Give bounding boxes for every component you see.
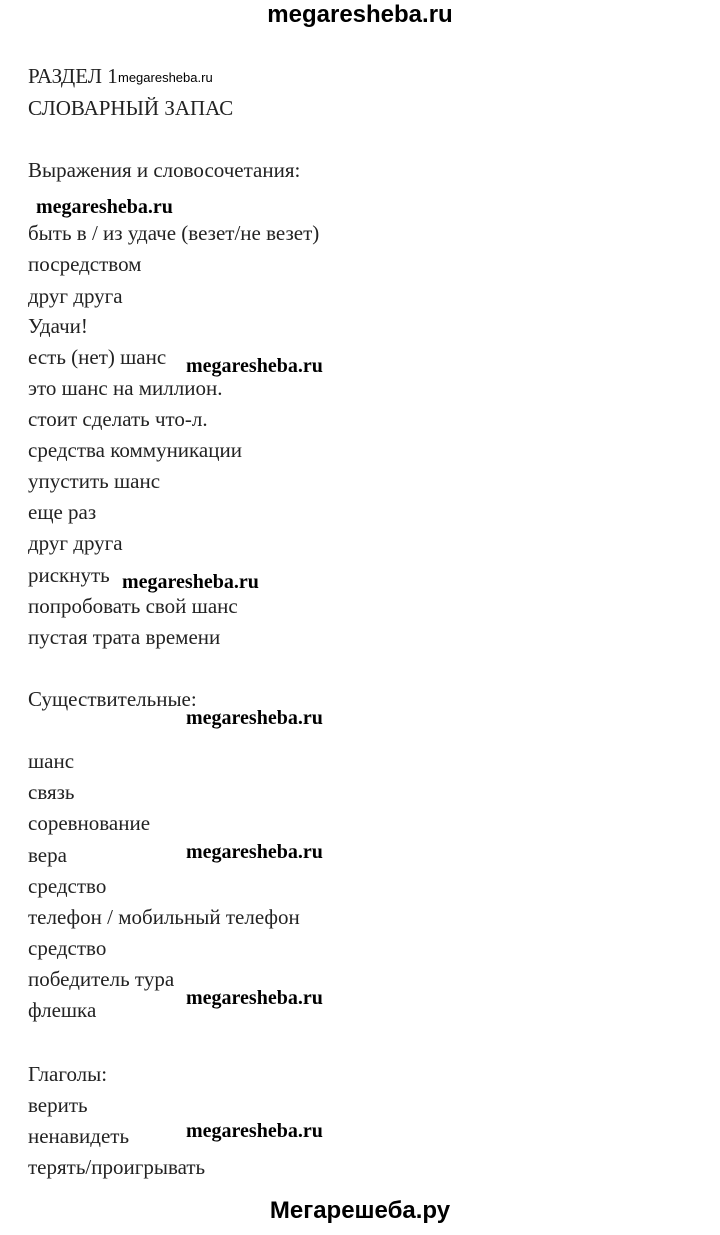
list-item: это шанс на миллион.: [28, 376, 223, 400]
list-item: упустить шанс: [28, 469, 161, 493]
list-item: еще раз: [28, 500, 97, 524]
list-item: попробовать свой шанс: [28, 594, 238, 618]
list-item: вера: [28, 843, 67, 867]
list-item: терять/проигрывать: [28, 1155, 206, 1179]
site-header: megaresheba.ru: [267, 1, 453, 28]
verbs-heading: Глаголы:: [28, 1062, 108, 1086]
watermark: megaresheba.ru: [186, 841, 323, 863]
watermark: megaresheba.ru: [186, 987, 323, 1009]
nouns-heading: Существительные:: [28, 687, 197, 711]
expressions-heading: Выражения и словосочетания:: [28, 158, 301, 182]
list-item: рискнуть: [28, 563, 110, 587]
watermark: megaresheba.ru: [186, 1120, 323, 1142]
list-item: победитель тура: [28, 967, 175, 991]
list-item: ненавидеть: [28, 1124, 130, 1148]
list-item: посредством: [28, 252, 142, 276]
list-item: средство: [28, 936, 107, 960]
list-item: верить: [28, 1093, 88, 1117]
list-item: связь: [28, 780, 75, 804]
watermark: megaresheba.ru: [186, 707, 323, 729]
list-item: стоит сделать что-л.: [28, 407, 208, 431]
list-item: пустая трата времени: [28, 625, 221, 649]
list-item: есть (нет) шанс: [28, 345, 167, 369]
list-item: телефон / мобильный телефон: [28, 905, 300, 929]
list-item: шанс: [28, 749, 75, 773]
list-item: соревнование: [28, 811, 151, 835]
watermark: megaresheba.ru: [36, 196, 173, 218]
list-item: средства коммуникации: [28, 438, 242, 462]
list-item: Удачи!: [28, 314, 88, 338]
list-item: друг друга: [28, 284, 123, 308]
watermark: megaresheba.ru: [122, 571, 259, 593]
list-item: флешка: [28, 998, 97, 1022]
list-item: быть в / из удаче (везет/не везет): [28, 221, 320, 245]
section-title: СЛОВАРНЫЙ ЗАПАС: [28, 96, 234, 120]
list-item: средство: [28, 874, 107, 898]
watermark-small: megaresheba.ru: [118, 70, 213, 85]
site-footer: Мегарешеба.ру: [269, 1197, 451, 1224]
section-label: РАЗДЕЛ 1: [28, 64, 118, 88]
list-item: друг друга: [28, 531, 123, 555]
watermark: megaresheba.ru: [186, 355, 323, 377]
